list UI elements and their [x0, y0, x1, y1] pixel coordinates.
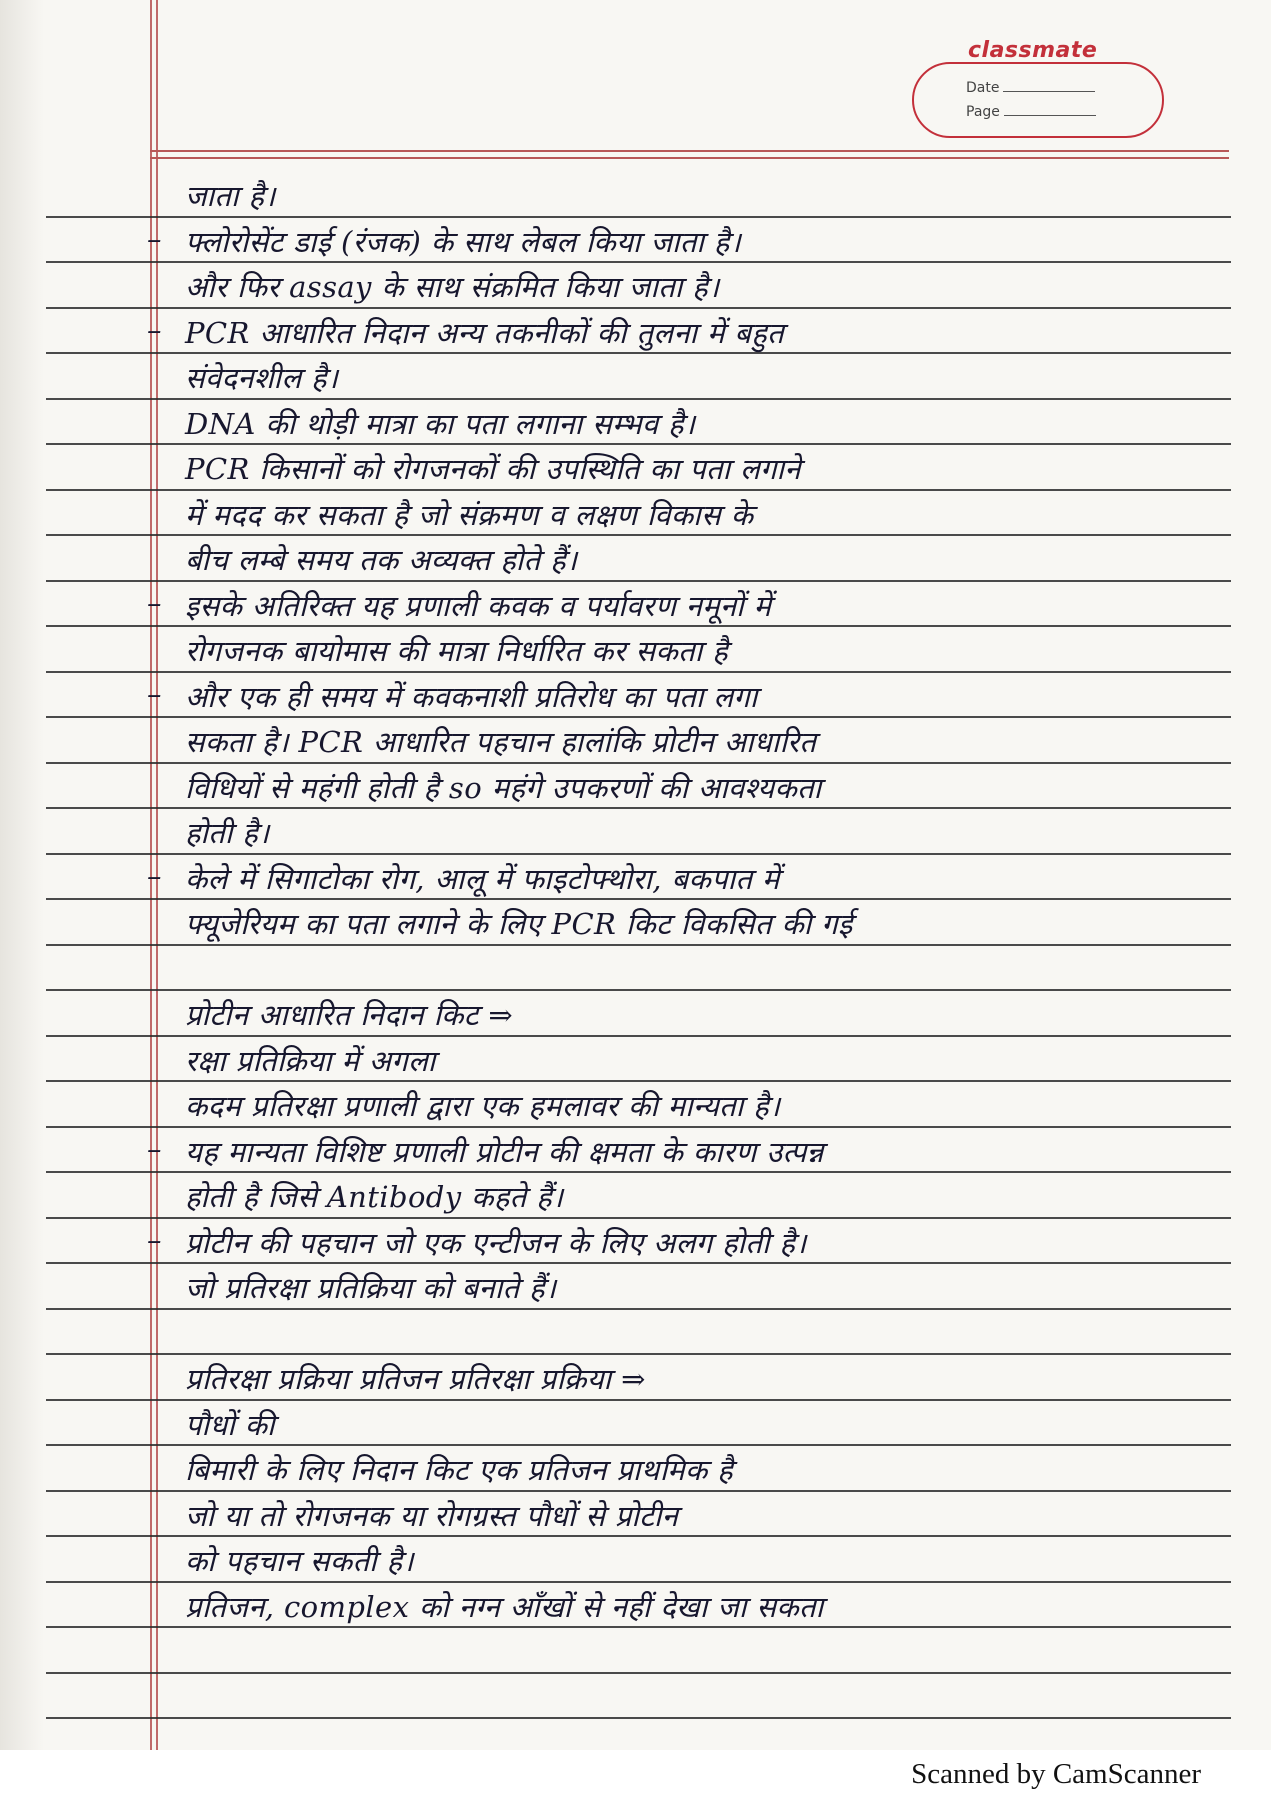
ruled-line [46, 898, 1231, 900]
ruled-line [46, 989, 1231, 991]
date-page-frame [912, 62, 1164, 138]
ruled-line [46, 1262, 1231, 1264]
header-line [150, 150, 1229, 152]
text-line: कदम प्रतिरक्षा प्रणाली द्वारा एक हमलावर की मान्यता है। [185, 1089, 781, 1123]
text-line: PCR किसानों को रोगजनकों की उपस्थिति का पता लगाने [185, 452, 801, 486]
text-line: जाता है। [185, 179, 276, 213]
ruled-line [46, 671, 1231, 673]
ruled-line [46, 1444, 1231, 1446]
ruled-line [46, 1399, 1231, 1401]
ruled-line [46, 1581, 1231, 1583]
ruled-line [46, 716, 1231, 718]
ruled-line [46, 762, 1231, 764]
text-line: – प्रोटीन की पहचान जो एक एन्टीजन के लिए अलग होती है। [185, 1223, 1216, 1262]
ruled-line [46, 1171, 1231, 1173]
ruled-line [46, 1535, 1231, 1537]
text-line: – और एक ही समय में कवकनाशी प्रतिरोध का पता लगा [185, 677, 1216, 716]
text-line: और फिर assay के साथ संक्रमित किया जाता है। [185, 270, 720, 304]
text-line: सकता है। PCR आधारित पहचान हालांकि प्रोटीन आधारित [185, 725, 817, 759]
text-line: होती है। [185, 816, 270, 850]
ruled-line [46, 1035, 1231, 1037]
text-line: DNA की थोड़ी मात्रा का पता लगाना सम्भव है। [185, 407, 696, 441]
text-line: – यह मान्यता विशिष्ट प्रणाली प्रोटीन की क्षमता के कारण उत्पन्न [185, 1132, 1216, 1171]
page-edge-shadow [0, 0, 44, 1750]
text-line: पौधों की [185, 1408, 275, 1442]
ruled-line [46, 580, 1231, 582]
ruled-line [46, 1217, 1231, 1219]
ruled-line [46, 1672, 1231, 1674]
date-field: Date [966, 80, 1095, 96]
text-line: प्रतिजन, complex को नग्न आँखों से नहीं देखा जा सकता [185, 1590, 824, 1624]
text-line: को पहचान सकती है। [185, 1544, 414, 1578]
text-line: रक्षा प्रतिक्रिया में अगला [185, 1044, 436, 1078]
text-line: में मदद कर सकता है जो संक्रमण व लक्षण विकास के [185, 498, 754, 532]
ruled-line [46, 216, 1231, 218]
text-line: विधियों से महंगी होती है so महंगे उपकरणों की आवश्यकता [185, 771, 822, 805]
page-field: Page [966, 104, 1096, 120]
ruled-line [46, 807, 1231, 809]
text-line: बीच लम्बे समय तक अव्यक्त होते हैं। [185, 543, 578, 577]
brand-name: classmate [968, 38, 1098, 63]
text-line: फ्यूजेरियम का पता लगाने के लिए PCR किट विकसित की गई [185, 907, 853, 941]
text-line: रोगजनक बायोमास की मात्रा निर्धारित कर सकता है [185, 634, 729, 668]
header-line [150, 157, 1229, 159]
ruled-line [46, 1490, 1231, 1492]
text-line: – केले में सिगाटोका रोग, आलू में फाइटोफ्थोरा, बकपात में [185, 859, 1216, 898]
classmate-logo [908, 30, 1168, 140]
text-line: – PCR आधारित निदान अन्य तकनीकों की तुलना में बहुत [185, 313, 1216, 352]
text-line: प्रतिरक्षा प्रक्रिया प्रतिजन प्रतिरक्षा प्रक्रिया ⇒ [185, 1362, 646, 1396]
text-line: प्रोटीन आधारित निदान किट ⇒ [185, 998, 514, 1032]
ruled-line [46, 625, 1231, 627]
ruled-line [46, 1308, 1231, 1310]
scanner-watermark: Scanned by CamScanner [911, 1758, 1201, 1790]
ruled-line [46, 261, 1231, 263]
ruled-line [46, 853, 1231, 855]
ruled-line [46, 534, 1231, 536]
ruled-line [46, 443, 1231, 445]
ruled-line [46, 1717, 1231, 1719]
ruled-line [46, 1353, 1231, 1355]
text-line: जो प्रतिरक्षा प्रतिक्रिया को बनाते हैं। [185, 1271, 557, 1305]
text-line: – फ्लोरोसेंट डाई (रंजक) के साथ लेबल किया जाता है। [185, 222, 1216, 261]
text-line: होती है जिसे Antibody कहते हैं। [185, 1180, 564, 1214]
text-line: – इसके अतिरिक्त यह प्रणाली कवक व पर्यावरण नमूनों में [185, 586, 1216, 625]
ruled-line [46, 1080, 1231, 1082]
ruled-line [46, 307, 1231, 309]
ruled-line [46, 1626, 1231, 1628]
text-line: जो या तो रोगजनक या रोगग्रस्त पौधों से प्रोटीन [185, 1499, 679, 1533]
text-line: संवेदनशील है। [185, 361, 339, 395]
ruled-line [46, 352, 1231, 354]
ruled-line [46, 398, 1231, 400]
ruled-line [46, 1126, 1231, 1128]
ruled-line [46, 944, 1231, 946]
text-line: बिमारी के लिए निदान किट एक प्रतिजन प्राथमिक है [185, 1453, 734, 1487]
ruled-line [46, 489, 1231, 491]
